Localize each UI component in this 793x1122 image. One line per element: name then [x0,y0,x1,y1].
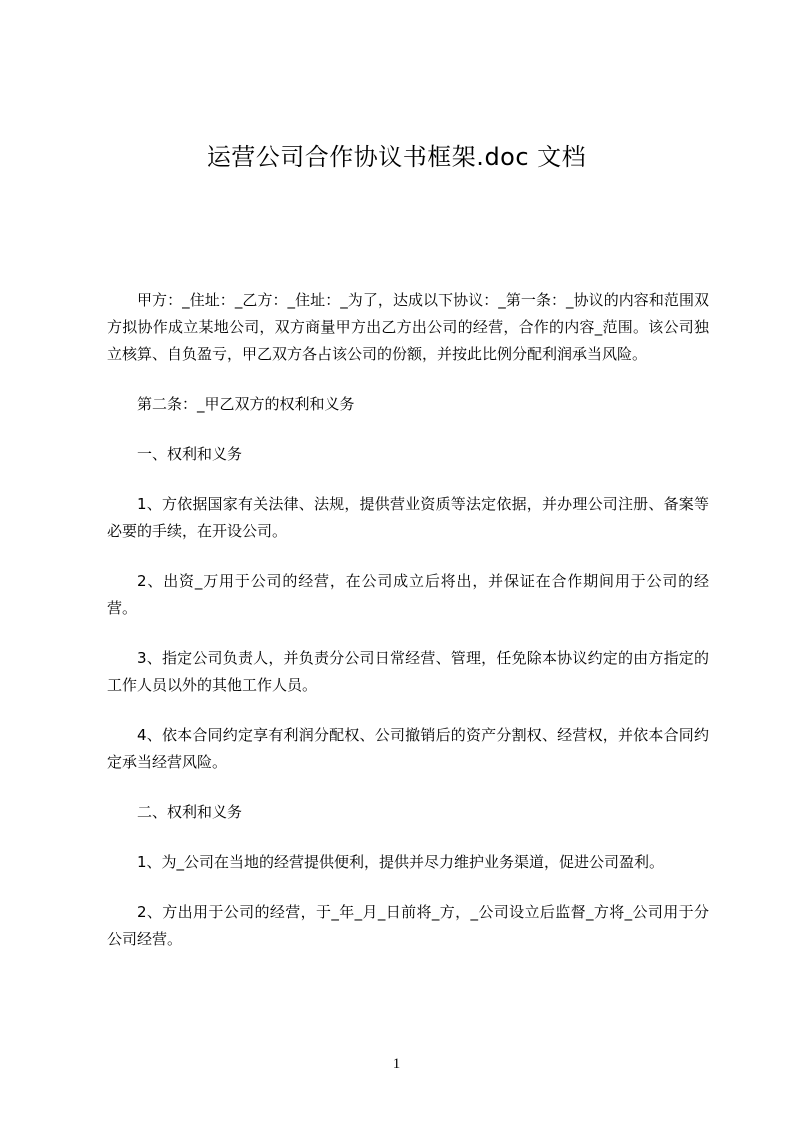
document-body [107,287,709,976]
document-title: 运营公司合作协议书框架.doc 文档 [206,143,587,171]
paragraph-item-1: 1、方依据国家有关法律、法规，提供营业资质等法定依据，并办理公司注册、备案等必要的手续，在开设公司。 [107,495,709,540]
paragraph-item-2-2: 2、方出用于公司的经营，于_年_月_日前将_方，_公司设立后监督_方将_公司用于分公司经营。 [107,903,709,948]
paragraph-item-4: 4、依本合同约定享有利润分配权、公司撤销后的资产分割权、经营权，并依本合同约定承当经营风险。 [107,726,709,771]
paragraph-section-one-heading: 一、权利和义务 [137,445,243,463]
paragraph-intro: 甲方：_住址：_乙方：_住址：_为了，达成以下协议：_第一条：_协议的内容和范围双方拟协作成立某地公司，双方商量甲方出乙方出公司的经营，合作的内容_范围。该公司独立核算、自负盈亏，甲乙双方各占该公司的份额，并按此比例分配利润承当风险。 [107,291,709,363]
page-number: 1 [392,1056,401,1072]
paragraph-article-two: 第二条：_甲乙双方的权利和义务 [137,395,355,413]
paragraph-section-two-heading: 二、权利和义务 [137,803,243,821]
paragraph-item-2-1: 1、为_公司在当地的经营提供便利，提供并尽力维护业务渠道，促进公司盈利。 [137,853,665,871]
paragraph-item-2: 2、出资_万用于公司的经营，在公司成立后将出，并保证在合作期间用于公司的经营。 [107,572,709,617]
paragraph-item-3: 3、指定公司负责人，并负责分公司日常经营、管理，任免除本协议约定的由方指定的工作人员以外的其他工作人员。 [107,649,709,694]
